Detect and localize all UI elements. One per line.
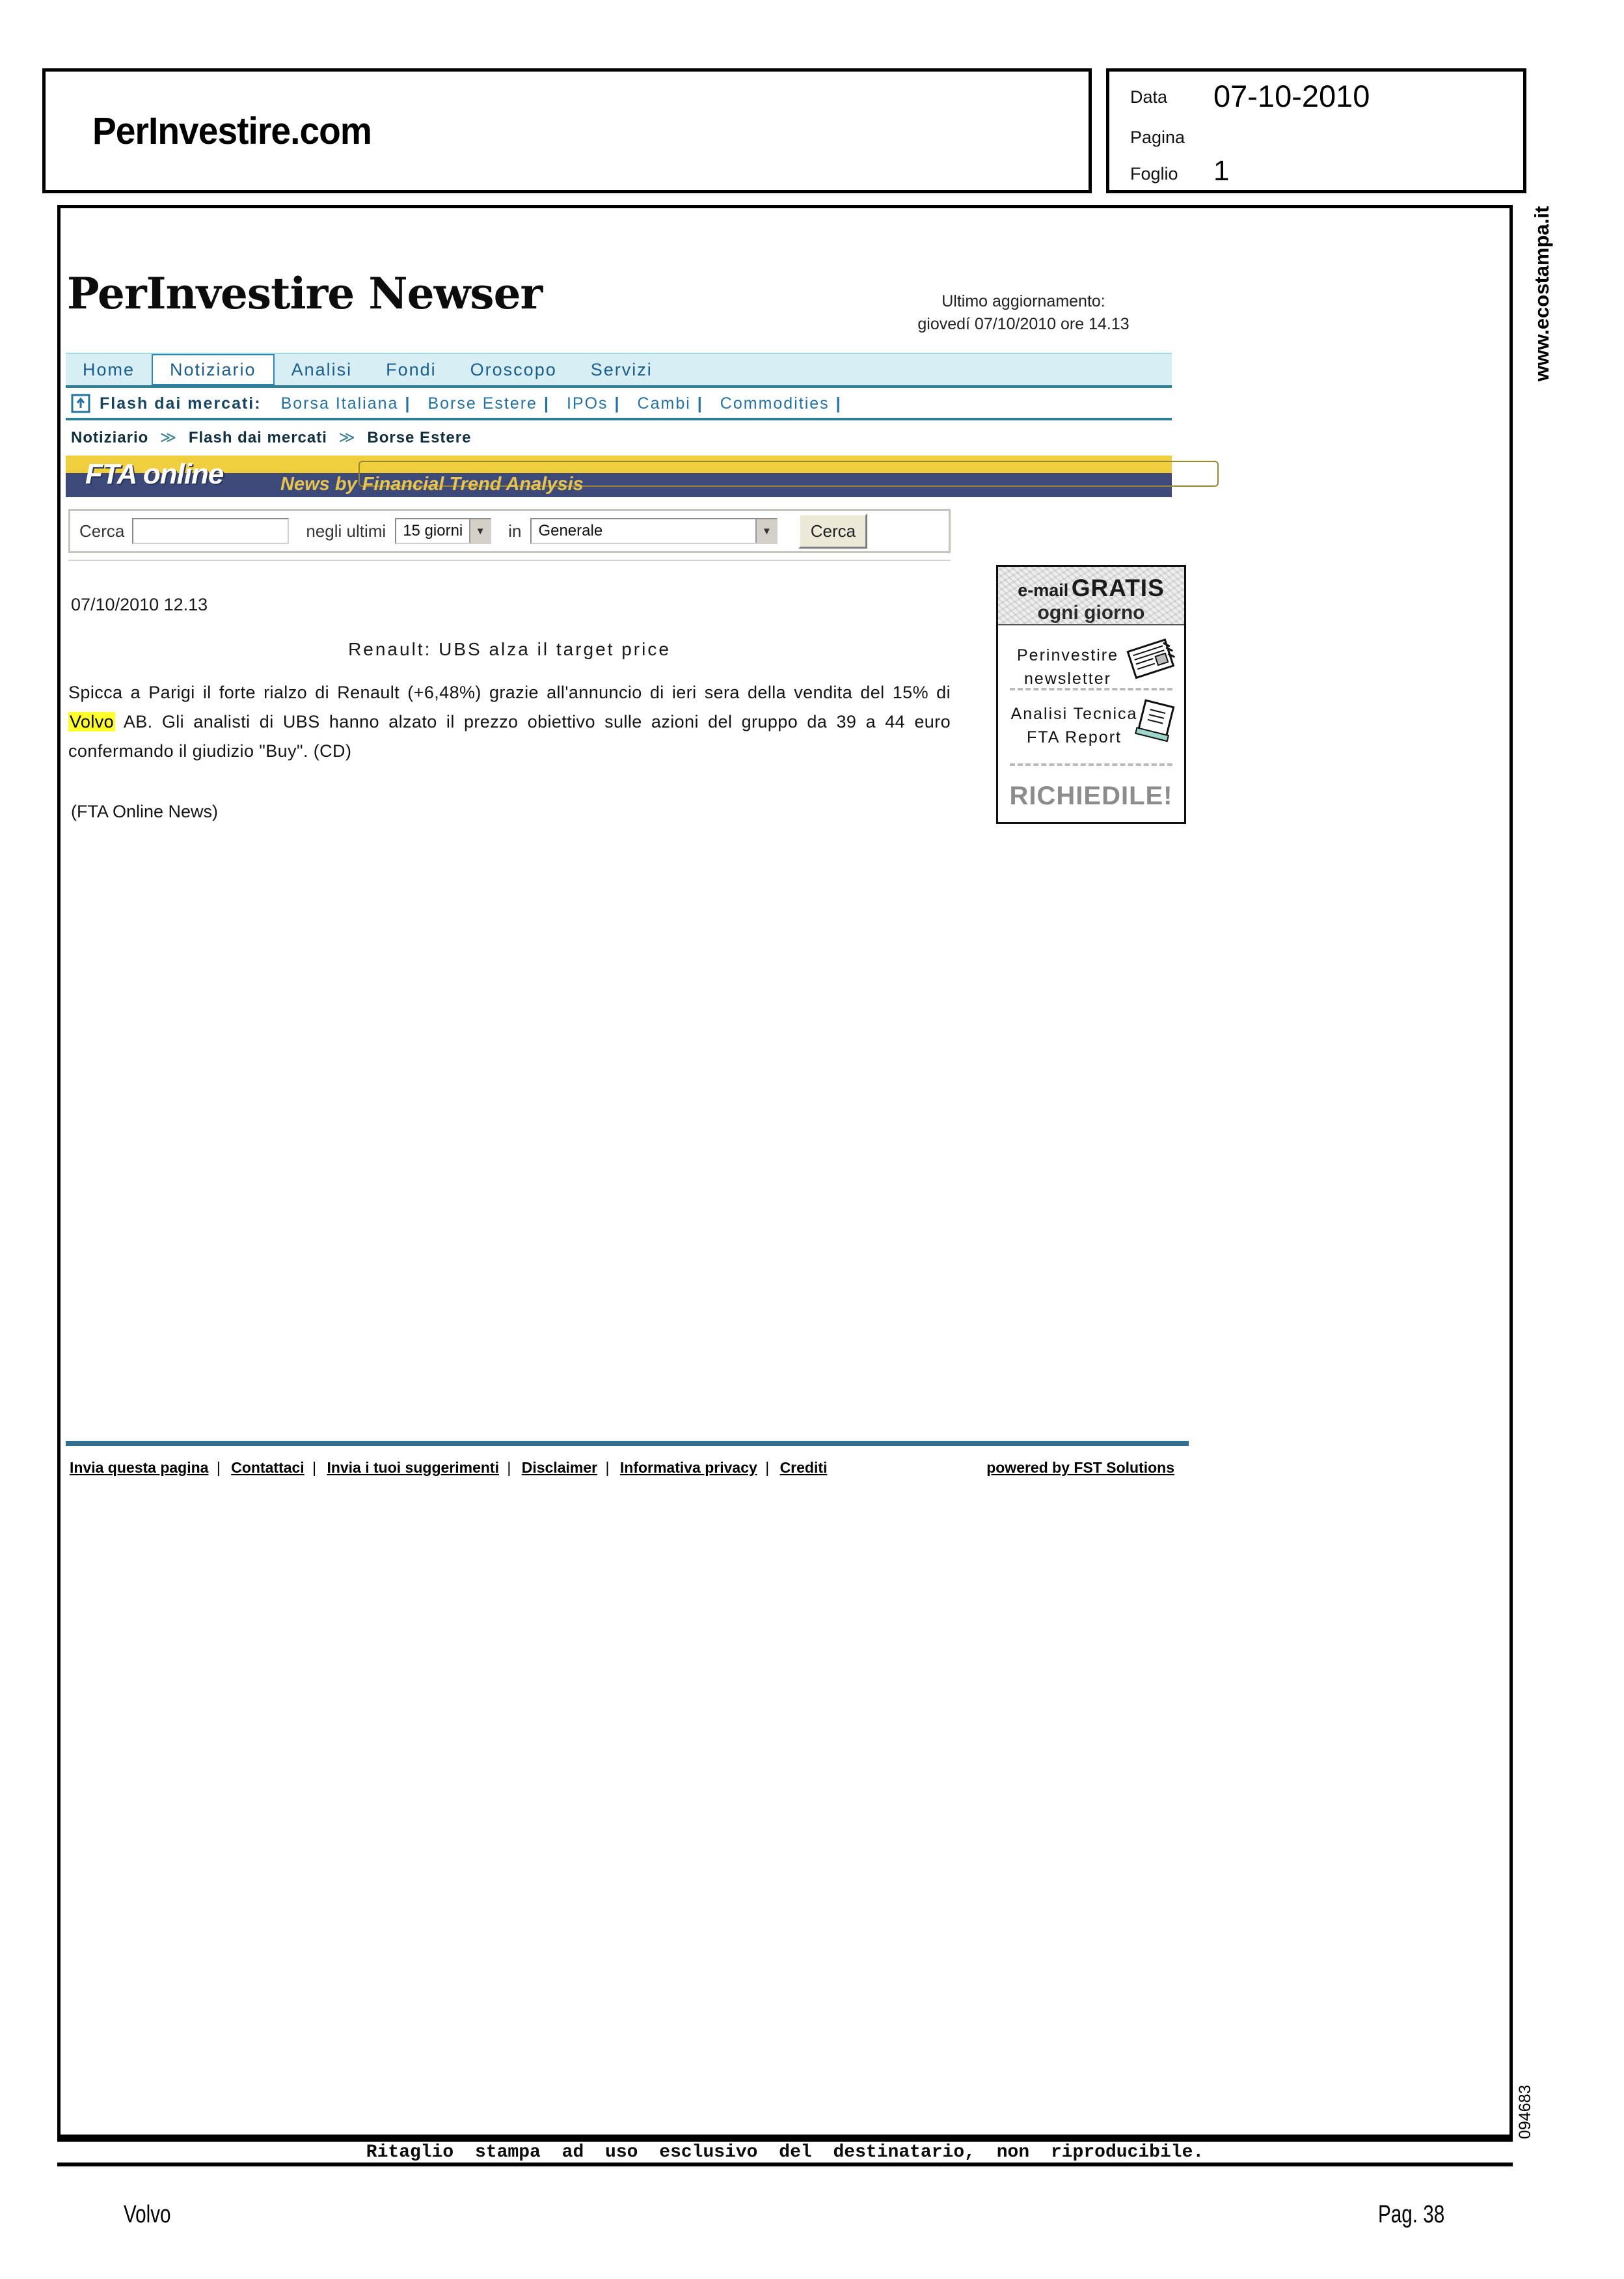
search-bar-shadow: [68, 560, 951, 561]
article-title: Renault: UBS alza il target price: [348, 639, 671, 659]
newspaper-icon: [1123, 633, 1179, 683]
site-title: PerInvestire Newser: [67, 268, 543, 319]
data-value: 07-10-2010: [1213, 79, 1370, 113]
footer-separator: |: [507, 1459, 511, 1476]
tab-oroscopo[interactable]: Oroscopo: [470, 359, 557, 379]
subnav-flash-mercati: [66, 389, 1172, 420]
tab-servizi[interactable]: Servizi: [590, 359, 653, 379]
scanned-webpage-frame: [57, 205, 1513, 2138]
fta-online-banner: [66, 456, 1172, 497]
last-update-line1: Ultimo aggiornamento:: [941, 292, 1105, 310]
tab-analisi[interactable]: Analisi: [291, 359, 353, 379]
article-body: [68, 678, 951, 766]
promo-item2-line2: FTA Report: [1027, 728, 1122, 746]
promo-divider: [1010, 688, 1172, 690]
ritaglio-text: Ritaglio stampa ad uso esclusivo del destinatario, non riproducibile.: [366, 2142, 1204, 2163]
footer-link-suggerimenti[interactable]: Invia i tuoi suggerimenti: [327, 1459, 499, 1476]
source-masthead: PerInvestire.com: [92, 110, 372, 152]
period-select-value: 15 giorni: [403, 522, 463, 539]
pagina-label: Pagina: [1130, 128, 1185, 147]
subnav-label: Flash dai mercati:: [100, 394, 262, 413]
data-label: Data: [1130, 87, 1168, 107]
boxed-arrow-icon: [71, 394, 90, 413]
highlighted-keyword: Volvo: [70, 712, 115, 731]
footer-link-contattaci[interactable]: Contattaci: [231, 1459, 304, 1476]
promo-cta[interactable]: RICHIEDILE!: [1009, 782, 1173, 810]
promo-item1-line1: Perinvestire: [1017, 646, 1118, 664]
subnav-link-commodities[interactable]: Commodities: [720, 394, 830, 413]
footer-separator: |: [312, 1459, 317, 1476]
ecostampa-vertical-label: www.ecostampa.it: [1530, 206, 1553, 381]
promo-header-email: e-mail: [1018, 580, 1069, 600]
promo-header: [998, 567, 1184, 625]
fta-tagline: News by Financial Trend Analysis: [280, 474, 584, 495]
article-body-post: AB. Gli analisti di UBS hanno alzato il prezzo obiettivo sulle azioni del gruppo da 39 a 44 euro confermando il giudizio "Buy". (CD): [68, 712, 951, 761]
footer-powered-by[interactable]: powered by FST Solutions: [986, 1459, 1174, 1476]
breadcrumb-borse-estere[interactable]: Borse Estere: [367, 429, 472, 446]
subnav-separator: |: [543, 394, 548, 413]
clipping-code-vertical: 094683: [1516, 2084, 1534, 2139]
clipping-meta-box: [1106, 68, 1526, 193]
promo-item-fta-report[interactable]: [1006, 702, 1143, 749]
footer-link-privacy[interactable]: Informativa privacy: [619, 1459, 757, 1476]
footer-link-invia-pagina[interactable]: Invia questa pagina: [70, 1459, 209, 1476]
main-navbar: [66, 353, 1172, 388]
promo-item2-line1: Analisi Tecnica: [1010, 705, 1138, 723]
breadcrumb-notiziario[interactable]: Notiziario: [71, 429, 149, 446]
breadcrumb-separator: ≫: [338, 429, 356, 446]
foglio-label: Foglio: [1130, 164, 1178, 184]
promo-header-gratis: GRATIS: [1071, 575, 1165, 601]
subnav-link-cambi[interactable]: Cambi: [637, 394, 691, 413]
footer-link-crediti[interactable]: Crediti: [779, 1459, 828, 1476]
subnav-separator: |: [835, 394, 841, 413]
category-select-value: Generale: [538, 522, 603, 539]
tab-home[interactable]: Home: [83, 359, 135, 379]
search-input[interactable]: [132, 518, 289, 544]
period-select[interactable]: [395, 518, 491, 544]
footer-separator: |: [216, 1459, 221, 1476]
footer-link-disclaimer[interactable]: Disclaimer: [521, 1459, 598, 1476]
promo-item1-line2: newsletter: [1024, 670, 1111, 688]
subnav-separator: |: [614, 394, 619, 413]
subnav-link-borse-estere[interactable]: Borse Estere: [427, 394, 537, 413]
chevron-down-icon[interactable]: ▼: [469, 519, 490, 543]
clipping-subject: Volvo: [124, 2201, 171, 2228]
report-document-icon: [1128, 696, 1184, 745]
footer-separator: |: [765, 1459, 770, 1476]
breadcrumb: [71, 428, 471, 447]
promo-item-newsletter[interactable]: [1006, 644, 1130, 690]
breadcrumb-separator: ≫: [160, 429, 178, 446]
footer-separator: |: [605, 1459, 610, 1476]
subnav-link-borsa-italiana[interactable]: Borsa Italiana: [280, 394, 399, 413]
article-source: (FTA Online News): [71, 802, 219, 821]
tab-notiziario[interactable]: Notiziario: [152, 354, 275, 385]
last-update: [880, 290, 1167, 336]
article-datetime: 07/10/2010 12.13: [71, 595, 208, 614]
subnav-separator: |: [405, 394, 410, 413]
subnav-link-ipos[interactable]: IPOs: [566, 394, 608, 413]
chevron-down-icon[interactable]: ▼: [755, 519, 776, 543]
clipping-source-box: [42, 68, 1092, 193]
in-label: in: [508, 521, 522, 541]
tab-fondi[interactable]: Fondi: [386, 359, 437, 379]
newsletter-promo-box[interactable]: [996, 565, 1186, 824]
promo-header-line2: ogni giorno: [1037, 602, 1145, 623]
subnav-separator: |: [697, 394, 702, 413]
search-button[interactable]: Cerca: [798, 513, 867, 549]
ritaglio-strip: [57, 2138, 1513, 2166]
last-update-line2: giovedí 07/10/2010 ore 14.13: [917, 315, 1130, 333]
clipping-page-number: Pag. 38: [1378, 2201, 1445, 2228]
category-select[interactable]: [530, 518, 778, 544]
promo-divider: [1010, 763, 1172, 766]
search-label: Cerca: [79, 521, 125, 541]
footer-divider-bar: [66, 1441, 1189, 1446]
footer-links: [70, 1459, 1185, 1477]
foglio-value: 1: [1213, 155, 1230, 187]
fta-online-logo: FTA online: [85, 458, 224, 490]
breadcrumb-flash-dai-mercati[interactable]: Flash dai mercati: [188, 429, 327, 446]
period-label: negli ultimi: [306, 521, 386, 541]
article-body-pre: Spicca a Parigi il forte rialzo di Renault (+6,48%) grazie all'annuncio di ieri sera della vendita del 15% di: [68, 683, 951, 702]
search-bar: [68, 509, 951, 553]
